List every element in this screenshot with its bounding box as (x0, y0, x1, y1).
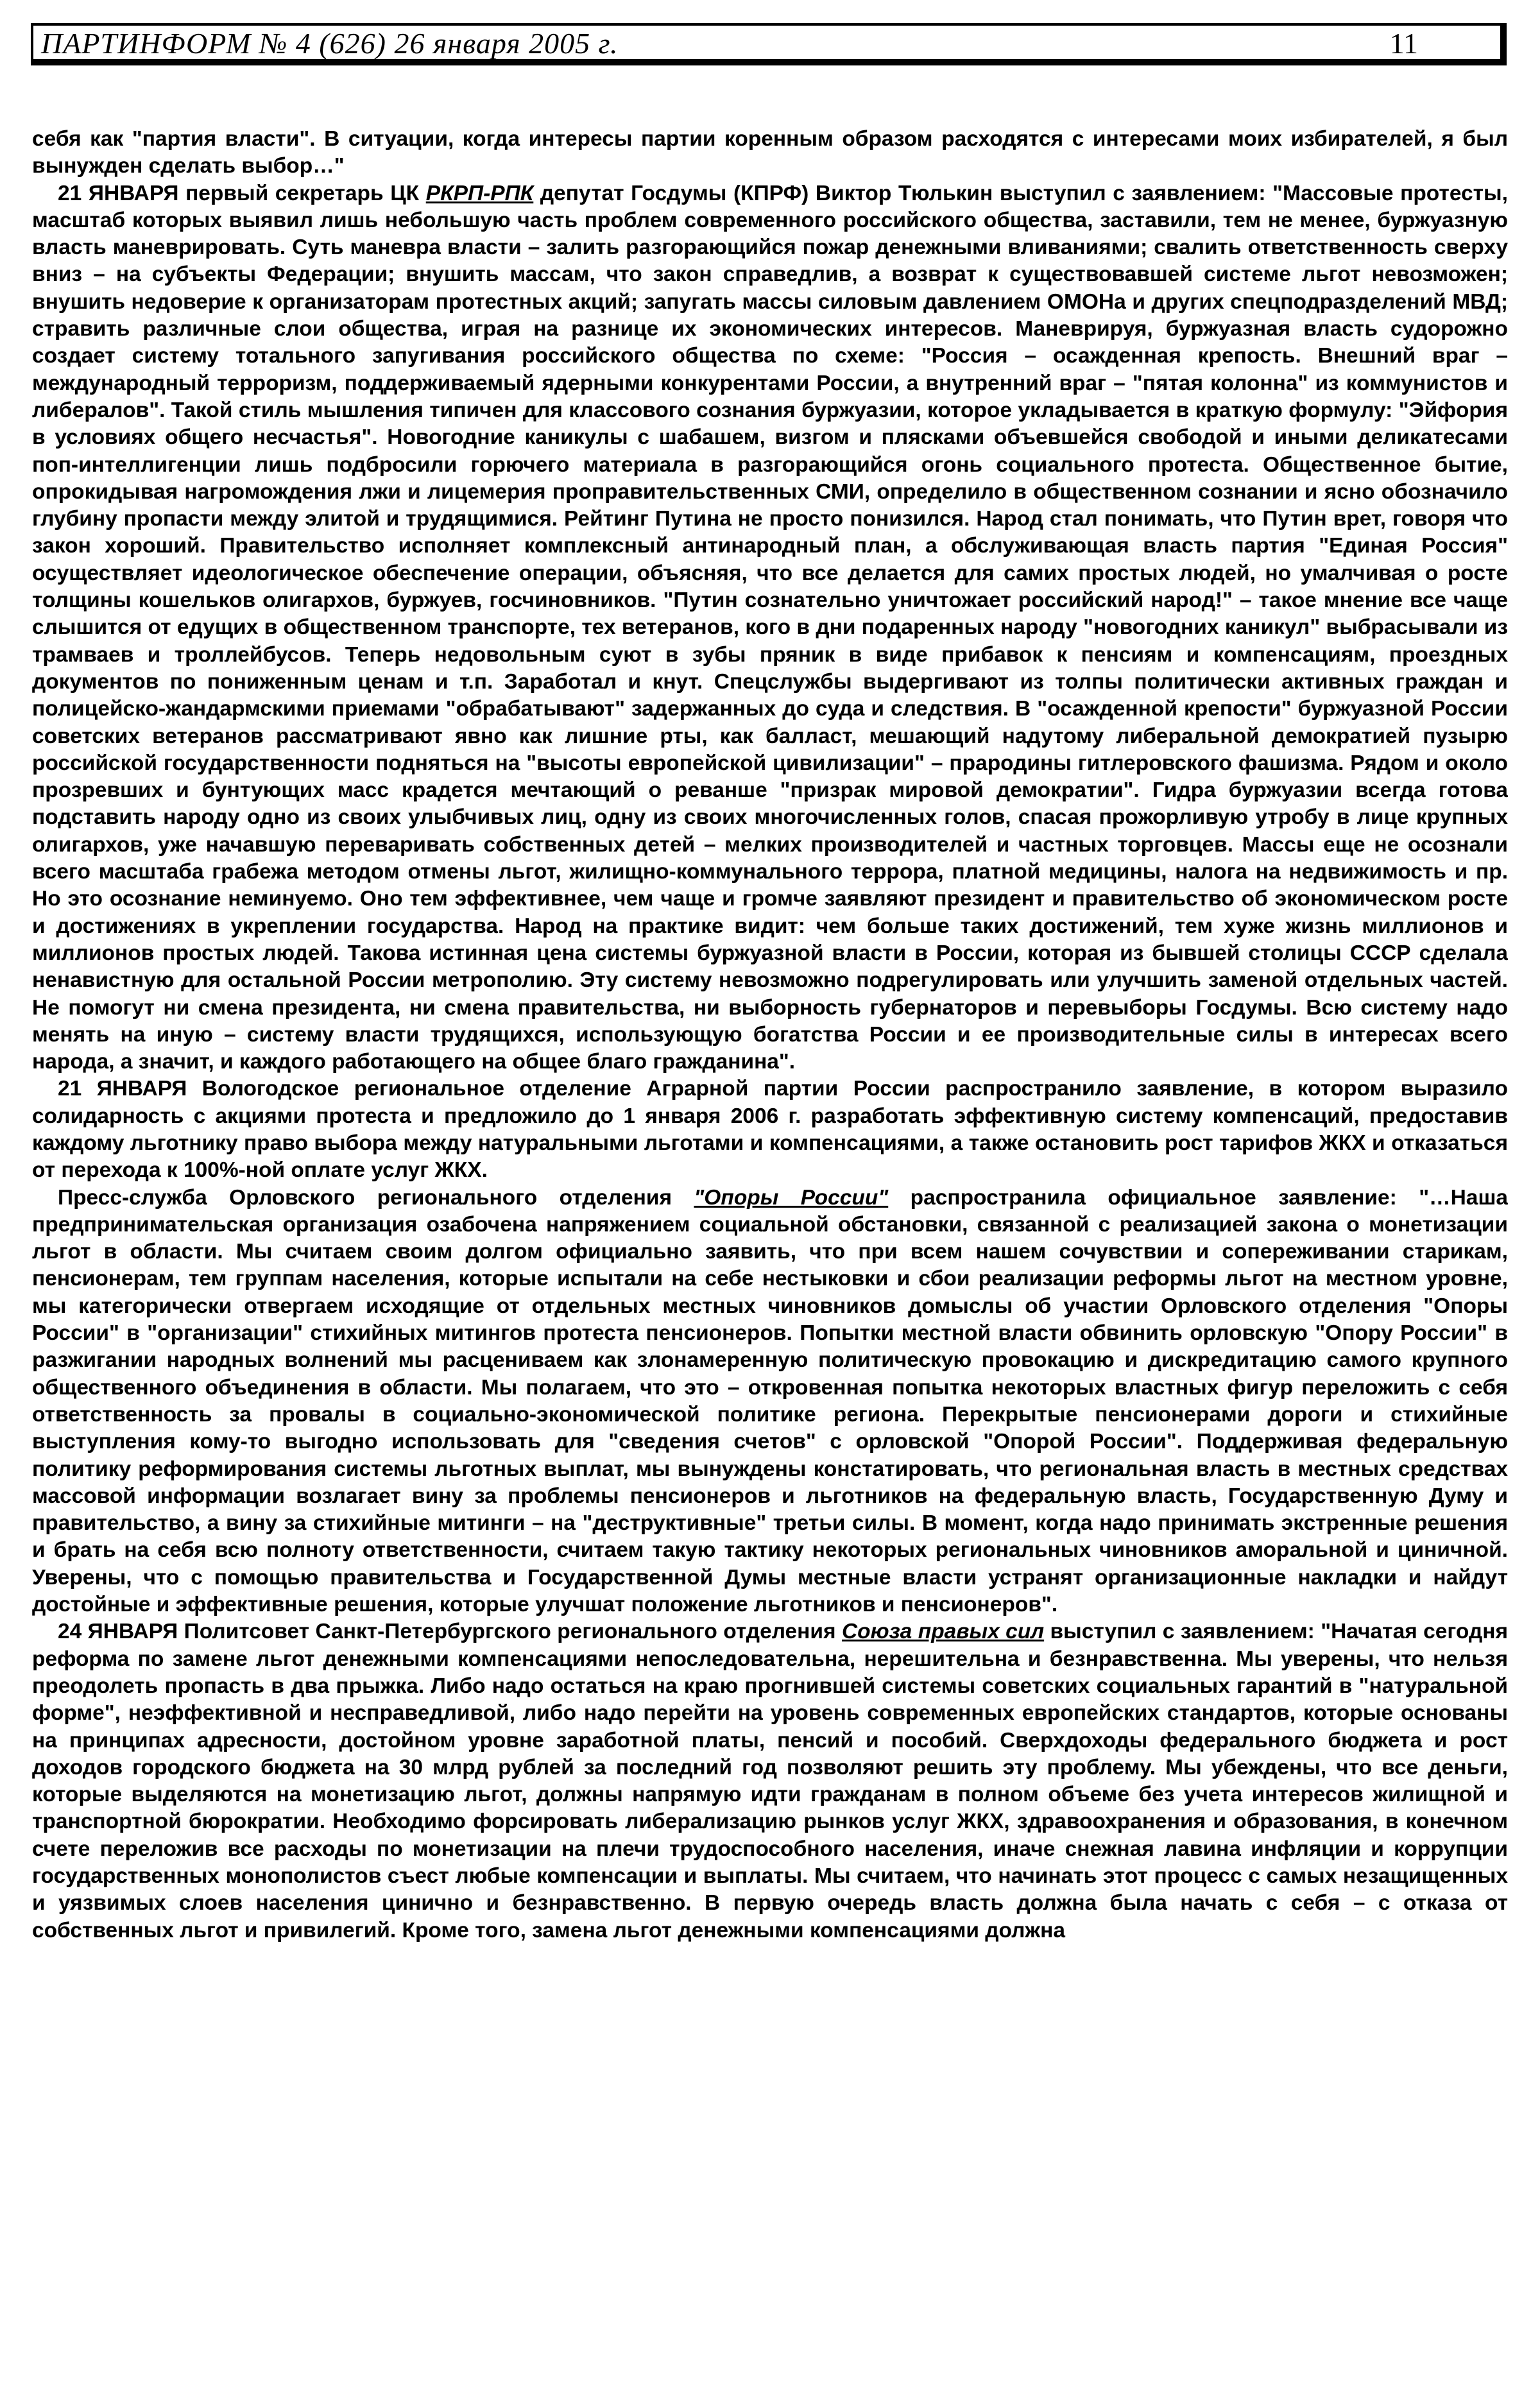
paragraph-text: Политсовет Санкт-Петербургского регионального отделения (178, 1620, 842, 1644)
paragraph-agrarian-statement (32, 1075, 1508, 1184)
date-label: 21 ЯНВАРЯ (58, 1077, 187, 1101)
newspaper-issue-title: ПАРТИНФОРМ № 4 (626) 26 января 2005 г. (41, 27, 619, 60)
paragraph-text: Пресс-служба Орловского регионального отделения (58, 1185, 694, 1210)
organization-link: Союза правых сил (841, 1620, 1045, 1644)
paragraph-text: первый секретарь ЦК (178, 181, 426, 205)
paragraph-opora-statement (32, 1185, 1508, 1619)
paragraph-sps-statement (32, 1618, 1508, 1944)
page-header (31, 23, 1507, 65)
article-body (32, 126, 1508, 2352)
paragraph-continuation (32, 126, 1508, 180)
organization-link: РКРП-РПК (425, 181, 534, 205)
paragraph-text: распространила официальное заявление: "…Наша предпринимательская организация озабочена напряжением социальной обстановки, связанной с реализацией закона о монетизации льгот в области. Мы считаем своим долгом официально заявить, что при всем нашем сочувствии и сопереживании старикам, пенсионерам, тем группам населения, которые испытали на себе нестыковки и сбои реализации реформы льгот на местном уровне, мы категорически отвергаем исходящие от отдельных местных чиновников домыслы об участии Орловского отделения "Опоры России" в "организации" стихийных митингов протеста пенсионеров. Попытки местной власти обвинить орловскую "Опору России" в разжигании народных волнений мы расцениваем как злонамеренную политическую провокацию и дискредитацию самого крупного общественного объединения в области. Мы полагаем, что это – откровенная попытка некоторых властных фигур переложить с себя ответственность за провалы в социально-экономической политике региона. Перекрытые пенсионерами дороги и стихийные выступления кому-то выгодно использовать для "сведения счетов" с орловской "Опорой России". Поддерживая федеральную политику реформирования системы льготных выплат, мы вынуждены констатировать, что региональная власть в местных средствах массовой информации возлагает вину за проблемы пенсионеров и льготников на федеральную власть, Государственную Думу и правительство, а вину за стихийные митинги – на "деструктивные" третьи силы. В момент, когда надо принимать экстренные решения и брать на себя всю полноту ответственности, считаем такую тактику некоторых региональных чиновников аморальной и циничной. Уверены, что с помощью правительства и Государственной Думы местные власти устранят организационные накладки и найдут достойные и эффективные решения, которые улучшат положение льготников и пенсионеров". (32, 1185, 1508, 1617)
organization-link: "Опоры России" (694, 1185, 889, 1210)
paragraph-text: Вологодское региональное отделение Аграрной партии России распространило заявление, в котором выразило солидарность с акциями протеста и предложило до 1 января 2006 г. разработать эффективную систему компенсаций, предоставив каждому льготнику право выбора между натуральными льготами и компенсациями, а также остановить рост тарифов ЖКХ и отказаться от перехода к 100%-ной оплате услуг ЖКХ. (32, 1077, 1508, 1183)
page-number: 11 (1389, 27, 1418, 60)
date-label: 24 ЯНВАРЯ (58, 1620, 178, 1644)
paragraph-text: выступил с заявлением: "Начатая сегодня реформа по замене льгот денежными компенсациями непоследовательна, нерешительна и безнравственна. Мы уверены, что нельзя преодолеть пропасть в два прыжка. Либо надо остаться на краю прогнившей системы советских социальных гарантий в "натуральной форме", неэффективной и несправедливой, либо надо перейти на уровень современных европейских стандартов, которые основаны на принципах адресности, достойном уровне заработной платы, пенсий и пособий. Сверхдоходы федерального бюджета и рост доходов городского бюджета на 30 млрд рублей за последний год позволяют решить эту проблему. Мы убеждены, что все деньги, которые выделяются на монетизацию льгот, должны напрямую идти гражданам в полном объеме без учета интересов жилищной и транспортной бюрократии. Необходимо форсировать либерализацию рынков услуг ЖКХ, здравоохранения и образования, в конечном счете переложив все расходы по монетизации на плечи трудоспособного населения, иначе снежная лавина инфляции и коррупции государственных монополистов съест любые компенсации и выплаты. Мы считаем, что начинать этот процесс с самых незащищенных и уязвимых слоев населения цинично и безнравственно. В первую очередь власть должна была начать с себя – с отказа от собственных льгот и привилегий. Кроме того, замена льгот денежными компенсациями должна (32, 1620, 1508, 1942)
date-label: 21 ЯНВАРЯ (58, 181, 179, 205)
paragraph-text: депутат Госдумы (КПРФ) Виктор Тюлькин выступил с заявлением: "Массовые протесты, масштаб которых выявил лишь небольшую часть проблем современного российского общества, заставили, тем не менее, буржуазную власть маневрировать. Суть маневра власти – залить разгорающийся пожар денежными вливаниями; свалить ответственность сверху вниз – на субъекты Федерации; внушить массам, что закон справедлив, а возврат к существовавшей системе льгот невозможен; внушить недоверие к организаторам протестных акций; запугать массы силовым давлением ОМОНа и других спецподразделений МВД; стравить различные слои общества, играя на разнице их экономических интересов. Маневрируя, буржуазная власть судорожно создает систему тотального запугивания российского общества по схеме: "Россия – осажденная крепость. Внешний враг – международный терроризм, поддерживаемый ядерными конкурентами России, а внутренний враг – "пятая колонна" из коммунистов и либералов". Такой стиль мышления типичен для классового сознания буржуазии, которое укладывается в краткую формулу: "Эйфория в условиях общего несчастья". Новогодние каникулы с шабашем, визгом и плясками объевшейся свободой и иными деликатесами поп-интеллигенции лишь подбросили горючего материала в разгорающийся огонь социального протеста. Общественное бытие, опрокидывая нагромождения лжи и лицемерия проправительственных СМИ, определило в общественном сознании и ясно обозначило глубину пропасти между элитой и трудящимися. Рейтинг Путина не просто понизился. Народ стал понимать, что Путин врет, говоря что закон хороший. Правительство исполняет комплексный антинародный план, а обслуживающая власть партия "Единая Россия" осуществляет идеологическое обеспечение операции, объясняя, что все делается для самих простых людей, но умалчивая о росте толщины кошельков олигархов, буржуев, госчиновников. "Путин сознательно уничтожает российский народ!" – такое мнение все чаще слышится от едущих в общественном транспорте, тех ветеранов, кого в дни подаренных народу "новогодних каникул" выбрасывали из трамваев и троллейбусов. Теперь недовольным суют в зубы пряник в виде прибавок к пенсиям и компенсациям, проездных документов по пониженным ценам и т.п. Заработал и кнут. Спецслужбы выдергивают из толпы политически активных граждан и полицейско-жандармскими приемами "обрабатывают" задержанных до суда и следствия. В "осажденной крепости" буржуазной России советских ветеранов рассматривают явно как лишние рты, как балласт, мешающий надутому либеральной демократией пузырю российской государственности подняться на "высоты европейской цивилизации" – прародины гитлеровского фашизма. Рядом и около прозревших и бунтующих масс крадется мечтающий о реванше "призрак мировой демократии". Гидра буржуазии всегда готова подставить народу одно из своих улыбчивых лиц, одну из своих многочисленных голов, спасая прожорливую утробу в лице крупных олигархов, уже начавшую переваривать собственных детей – мелких производителей и частных торговцев. Массы еще не осознали всего масштаба грабежа методом отмены льгот, жилищно-коммунального террора, платной медицины, налога на недвижимость и пр. Но это осознание неминуемо. Оно тем эффективнее, чем чаще и громче заявляют президент и правительство об экономическом росте и достижениях в укреплении государства. Народ на практике видит: чем больше таких достижений, тем хуже жизнь миллионов и миллионов простых людей. Такова истинная цена системы буржуазной власти в России, которая из бывшей столицы СССР сделала ненавистную для остальной России метрополию. Эту систему невозможно подрегулировать или улучшить заменой отдельных частей. Не помогут ни смена президента, ни смена правительства, ни выборность губернаторов и перевыборы Госдумы. Всю систему надо менять на иную – систему власти трудящихся, использующую богатства России и ее производительные силы в интересах всего народа, а значит, и каждого работающего на общее благо гражданина". (32, 181, 1508, 1074)
paragraph-rkrp-statement (32, 180, 1508, 1076)
paragraph-text: себя как "партия власти". В ситуации, когда интересы партии коренным образом расходятся с интересами моих избирателей, я был вынужден сделать выбор…" (32, 127, 1508, 178)
